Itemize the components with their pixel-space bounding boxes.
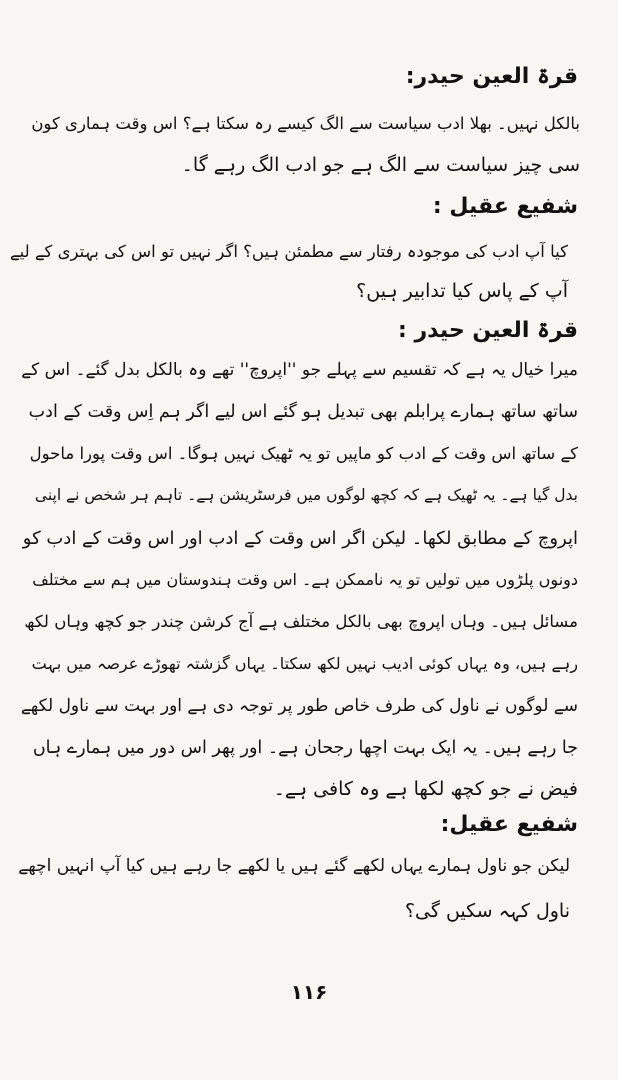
text-line: فیض نے جو کچھ لکھا ہے وہ کافی ہے۔: [273, 778, 578, 800]
text-line: سی چیز سیاست سے الگ ہے جو ادب الگ رہے گا۔: [181, 154, 580, 176]
speaker-heading: قرۃ العین حیدر:: [405, 64, 578, 89]
text-line: جا رہے ہیں۔ یہ ایک بہت اچھا رجحان ہے۔ اور پھر اس دور میں ہمارے ہاں: [32, 738, 578, 758]
speaker-heading: قرۃ العین حیدر :: [398, 318, 578, 343]
text-line: سے لوگوں نے ناول کی طرف خاص طور پر توجہ دی ہے اور بہت سے ناول لکھے: [20, 696, 578, 716]
text-line: اپروچ کے مطابق لکھا۔ لیکن اگر اس وقت کے ادب اور اس وقت کے ادب کو: [22, 528, 578, 549]
text-line: بالکل نہیں۔ بھلا ادب سیاست سے الگ کیسے رہ سکتا ہے؟ اس وقت ہماری کون: [31, 114, 580, 133]
text-line: لیکن جو ناول ہمارے یہاں لکھے گئے ہیں یا لکھے جا رہے ہیں کیا آپ انہیں اچھے: [18, 856, 570, 876]
text-line: کیا آپ ادب کی موجودہ رفتار سے مطمئن ہیں؟ اگر نہیں تو اس کی بہتری کے لیے: [9, 242, 568, 261]
text-line: دونوں پلڑوں میں تولیں تو یہ ناممکن ہے۔ اس وقت ہندوستان میں ہم سے مختلف: [32, 570, 578, 589]
page-number: ۱۱۶: [290, 980, 328, 1004]
text-line: میرا خیال یہ ہے کہ تقسیم سے پہلے جو ''اپروچ'' تھے وہ بالکل بدل گئے۔ اس کے: [21, 360, 578, 380]
text-line: بدل گیا ہے۔ یہ ٹھیک ہے کہ کچھ لوگوں میں فرسٹریشن ہے۔ تاہم ہر شخص نے اپنی: [34, 486, 578, 504]
text-line: رہے ہیں، وہ یہاں کوئی ادیب نہیں لکھ سکتا۔ یہاں گزشتہ تھوڑے عرصہ میں بہت: [31, 654, 578, 673]
speaker-heading: شفیع عقیل:: [440, 812, 578, 837]
speaker-heading: شفیع عقیل :: [432, 194, 578, 219]
text-line: ساتھ ساتھ ہمارے پرابلم بھی تبدیل ہو گئے اس لیے اگر ہم اِس وقت کے ادب: [28, 402, 578, 422]
text-line: آپ کے پاس کیا تدابیر ہیں؟: [356, 280, 568, 302]
text-line: مسائل ہیں۔ وہاں اپروچ بھی بالکل مختلف ہے آج کرشن چندر جو کچھ وہاں لکھ: [24, 612, 578, 631]
text-line: کے ساتھ اس وقت کے ادب کو ماپیں تو یہ ٹھیک نہیں ہوگا۔ اس وقت پورا ماحول: [29, 444, 578, 463]
text-line: ناول کہہ سکیں گی؟: [404, 900, 570, 922]
